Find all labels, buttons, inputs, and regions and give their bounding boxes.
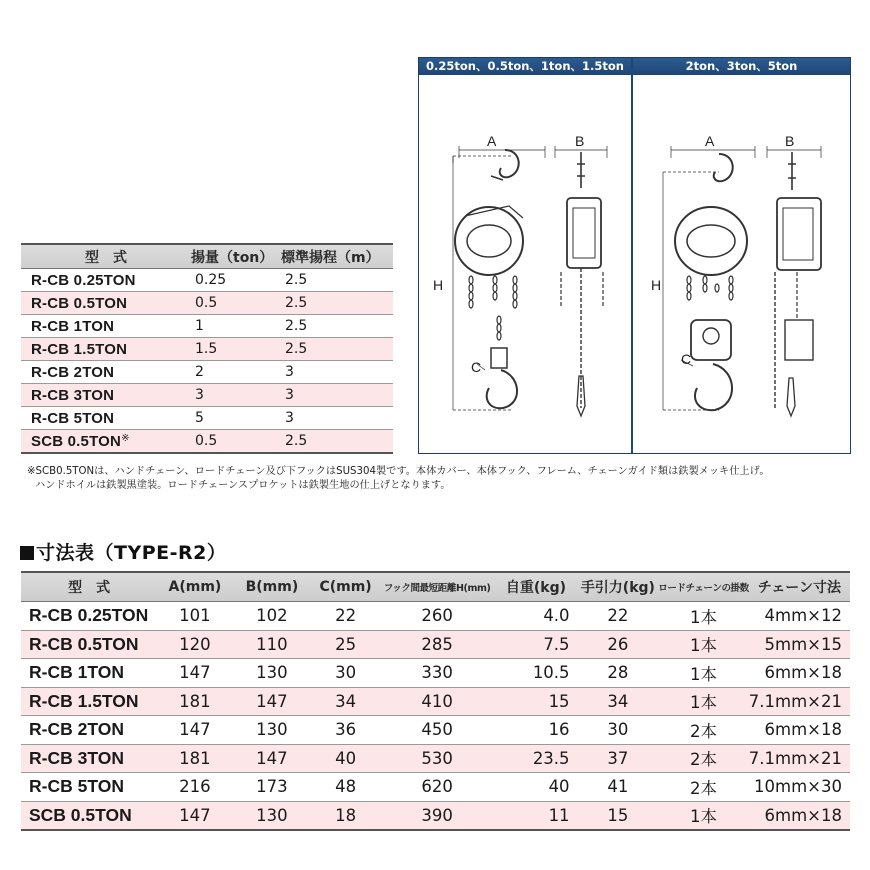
chain-size-cell: 10mm×30 xyxy=(749,773,850,802)
header-model: 型 式 xyxy=(21,572,157,602)
hook-distance-cell: 530 xyxy=(380,744,494,773)
hoist-front-view-small xyxy=(453,146,545,410)
lift-cell: 2.5 xyxy=(281,269,393,292)
c-cell: 18 xyxy=(311,801,380,830)
lift-cell: 2.5 xyxy=(281,315,393,338)
dimension-row xyxy=(21,687,850,716)
a-cell: 147 xyxy=(157,659,232,688)
pull-force-cell: 34 xyxy=(578,687,659,716)
capacity-table-header xyxy=(21,244,393,269)
diagram-header-small-models: 0.25ton、0.5ton、1ton、1.5ton xyxy=(419,58,631,75)
header-c: C(mm) xyxy=(311,572,380,602)
b-cell: 147 xyxy=(233,687,312,716)
pull-force-cell: 26 xyxy=(578,630,659,659)
model-cell xyxy=(21,269,191,292)
model-cell: R-CB 5TON xyxy=(21,773,157,802)
diagram-header-large-models: 2ton、3ton、5ton xyxy=(633,58,850,75)
model-cell: R-CB 3TON xyxy=(21,744,157,773)
model-cell xyxy=(21,338,191,361)
capacity-row xyxy=(21,269,393,292)
dimension-table-title xyxy=(20,538,226,565)
section-title-text: 寸法表（TYPE-R2） xyxy=(36,542,227,564)
label-a-left: A xyxy=(487,133,497,149)
hoist-diagram xyxy=(418,57,851,454)
model-cell: R-CB 1.5TON xyxy=(21,687,157,716)
b-cell: 110 xyxy=(233,630,312,659)
a-cell: 147 xyxy=(157,716,232,745)
model-cell xyxy=(21,430,191,454)
b-cell: 130 xyxy=(233,659,312,688)
chain-size-cell: 6mm×18 xyxy=(749,659,850,688)
capacity-table-body xyxy=(21,269,393,454)
capacity-cell: 0.5 xyxy=(191,430,281,454)
weight-cell: 4.0 xyxy=(494,602,577,631)
model-name: R-CB 1.5TON xyxy=(31,340,128,358)
dimension-table xyxy=(21,571,850,831)
chain-falls-cell: 1本 xyxy=(658,801,749,830)
hook-distance-cell: 450 xyxy=(380,716,494,745)
a-cell: 101 xyxy=(157,602,232,631)
chain-size-cell: 4mm×12 xyxy=(749,602,850,631)
b-cell: 102 xyxy=(233,602,312,631)
model-name: R-CB 2TON xyxy=(31,363,115,381)
header-b: B(mm) xyxy=(233,572,312,602)
model-cell xyxy=(21,292,191,315)
a-cell: 120 xyxy=(157,630,232,659)
chain-falls-cell: 2本 xyxy=(658,744,749,773)
label-c-right: C xyxy=(681,351,692,367)
hook-distance-cell: 260 xyxy=(380,602,494,631)
capacity-row xyxy=(21,384,393,407)
c-cell: 40 xyxy=(311,744,380,773)
model-name: R-CB 3TON xyxy=(31,386,115,404)
model-cell: R-CB 1TON xyxy=(21,659,157,688)
chain-size-cell: 7.1mm×21 xyxy=(749,687,850,716)
model-name: R-CB 1TON xyxy=(31,317,115,335)
chain-falls-cell: 1本 xyxy=(658,630,749,659)
lift-cell: 2.5 xyxy=(281,338,393,361)
hoist-front-view-large xyxy=(663,146,755,410)
capacity-cell: 0.5 xyxy=(191,292,281,315)
model-name: R-CB 5TON xyxy=(31,409,115,427)
b-cell: 130 xyxy=(233,716,312,745)
label-h-left: H xyxy=(433,277,444,293)
pull-force-cell: 22 xyxy=(578,602,659,631)
dimension-row xyxy=(21,630,850,659)
capacity-cell: 2 xyxy=(191,361,281,384)
c-cell: 30 xyxy=(311,659,380,688)
lift-cell: 2.5 xyxy=(281,292,393,315)
hook-distance-cell: 410 xyxy=(380,687,494,716)
capacity-cell: 1 xyxy=(191,315,281,338)
hook-distance-cell: 390 xyxy=(380,801,494,830)
pull-force-cell: 28 xyxy=(578,659,659,688)
capacity-cell: 0.25 xyxy=(191,269,281,292)
dimension-row xyxy=(21,602,850,631)
label-c-left: C xyxy=(471,359,482,375)
capacity-row xyxy=(21,361,393,384)
weight-cell: 23.5 xyxy=(494,744,577,773)
hook-distance-cell: 330 xyxy=(380,659,494,688)
header-lift: 標準揚程（m） xyxy=(281,244,393,269)
a-cell: 181 xyxy=(157,687,232,716)
weight-cell: 11 xyxy=(494,801,577,830)
chain-falls-cell: 2本 xyxy=(658,716,749,745)
model-cell: SCB 0.5TON xyxy=(21,801,157,830)
header-capacity: 揚量（ton） xyxy=(191,244,281,269)
chain-falls-cell: 2本 xyxy=(658,773,749,802)
capacity-row xyxy=(21,407,393,430)
capacity-cell: 3 xyxy=(191,384,281,407)
capacity-table xyxy=(21,243,393,454)
capacity-row xyxy=(21,430,393,454)
c-cell: 48 xyxy=(311,773,380,802)
hoist-side-view-small xyxy=(555,146,607,416)
chain-falls-cell: 1本 xyxy=(658,602,749,631)
weight-cell: 10.5 xyxy=(494,659,577,688)
lift-cell: 3 xyxy=(281,361,393,384)
dimension-row xyxy=(21,801,850,830)
label-a-right: A xyxy=(705,133,715,149)
dimension-row xyxy=(21,659,850,688)
capacity-row xyxy=(21,292,393,315)
capacity-cell: 1.5 xyxy=(191,338,281,361)
model-cell: R-CB 0.25TON xyxy=(21,602,157,631)
model-cell xyxy=(21,384,191,407)
model-cell xyxy=(21,407,191,430)
b-cell: 147 xyxy=(233,744,312,773)
hoist-drawings xyxy=(419,58,850,453)
a-cell: 147 xyxy=(157,801,232,830)
a-cell: 216 xyxy=(157,773,232,802)
dimension-row xyxy=(21,716,850,745)
capacity-cell: 5 xyxy=(191,407,281,430)
header-model: 型 式 xyxy=(21,244,191,269)
chain-size-cell: 5mm×15 xyxy=(749,630,850,659)
hook-distance-cell: 620 xyxy=(380,773,494,802)
chain-size-cell: 6mm×18 xyxy=(749,716,850,745)
label-b-left: B xyxy=(575,133,585,149)
lift-cell: 3 xyxy=(281,384,393,407)
model-cell: R-CB 2TON xyxy=(21,716,157,745)
capacity-row xyxy=(21,338,393,361)
dimension-table-body xyxy=(21,602,850,831)
label-b-right: B xyxy=(785,133,795,149)
chain-size-cell: 6mm×18 xyxy=(749,801,850,830)
pull-force-cell: 41 xyxy=(578,773,659,802)
lift-cell: 2.5 xyxy=(281,430,393,454)
a-cell: 181 xyxy=(157,744,232,773)
header-pull-force: 手引力(kg) xyxy=(578,572,659,602)
dimension-row xyxy=(21,744,850,773)
header-chain-size: チェーン寸法 xyxy=(749,572,850,602)
header-a: A(mm) xyxy=(157,572,232,602)
pull-force-cell: 15 xyxy=(578,801,659,830)
chain-falls-cell: 1本 xyxy=(658,659,749,688)
model-cell: R-CB 0.5TON xyxy=(21,630,157,659)
capacity-row xyxy=(21,315,393,338)
note-mark: ※ xyxy=(121,432,130,444)
header-hook-distance: フック間最短距離H(mm) xyxy=(380,572,494,602)
model-name: SCB 0.5TON xyxy=(31,432,122,450)
header-weight: 自重(kg) xyxy=(494,572,577,602)
pull-force-cell: 30 xyxy=(578,716,659,745)
chain-size-cell: 7.1mm×21 xyxy=(749,744,850,773)
dimension-row xyxy=(21,773,850,802)
lift-cell: 3 xyxy=(281,407,393,430)
weight-cell: 40 xyxy=(494,773,577,802)
model-cell xyxy=(21,361,191,384)
note-line-2: ハンドホイルは鉄製黒塗装。ロードチェーンスプロケットは鉄製生地の仕上げとなります。 xyxy=(35,480,451,491)
model-name: R-CB 0.5TON xyxy=(31,294,128,312)
weight-cell: 15 xyxy=(494,687,577,716)
material-note xyxy=(27,465,867,493)
b-cell: 173 xyxy=(233,773,312,802)
weight-cell: 16 xyxy=(494,716,577,745)
hook-distance-cell: 285 xyxy=(380,630,494,659)
pull-force-cell: 37 xyxy=(578,744,659,773)
label-h-right: H xyxy=(651,277,662,293)
b-cell: 130 xyxy=(233,801,312,830)
c-cell: 36 xyxy=(311,716,380,745)
black-square-icon xyxy=(20,546,34,560)
note-line-1: ※SCB0.5TONは、ハンドチェーン、ロードチェーン及び下フックはSUS304製です。本体カバー、本体フック、フレーム、チェーンガイド類は鉄製メッキ仕上げ。 xyxy=(27,466,770,477)
model-cell xyxy=(21,315,191,338)
weight-cell: 7.5 xyxy=(494,630,577,659)
header-chain-falls: ロードチェーンの掛数 xyxy=(658,572,749,602)
c-cell: 34 xyxy=(311,687,380,716)
c-cell: 25 xyxy=(311,630,380,659)
model-name: R-CB 0.25TON xyxy=(31,271,136,289)
chain-falls-cell: 1本 xyxy=(658,687,749,716)
c-cell: 22 xyxy=(311,602,380,631)
hoist-side-view-large xyxy=(767,146,821,416)
dimension-table-header xyxy=(21,572,850,602)
